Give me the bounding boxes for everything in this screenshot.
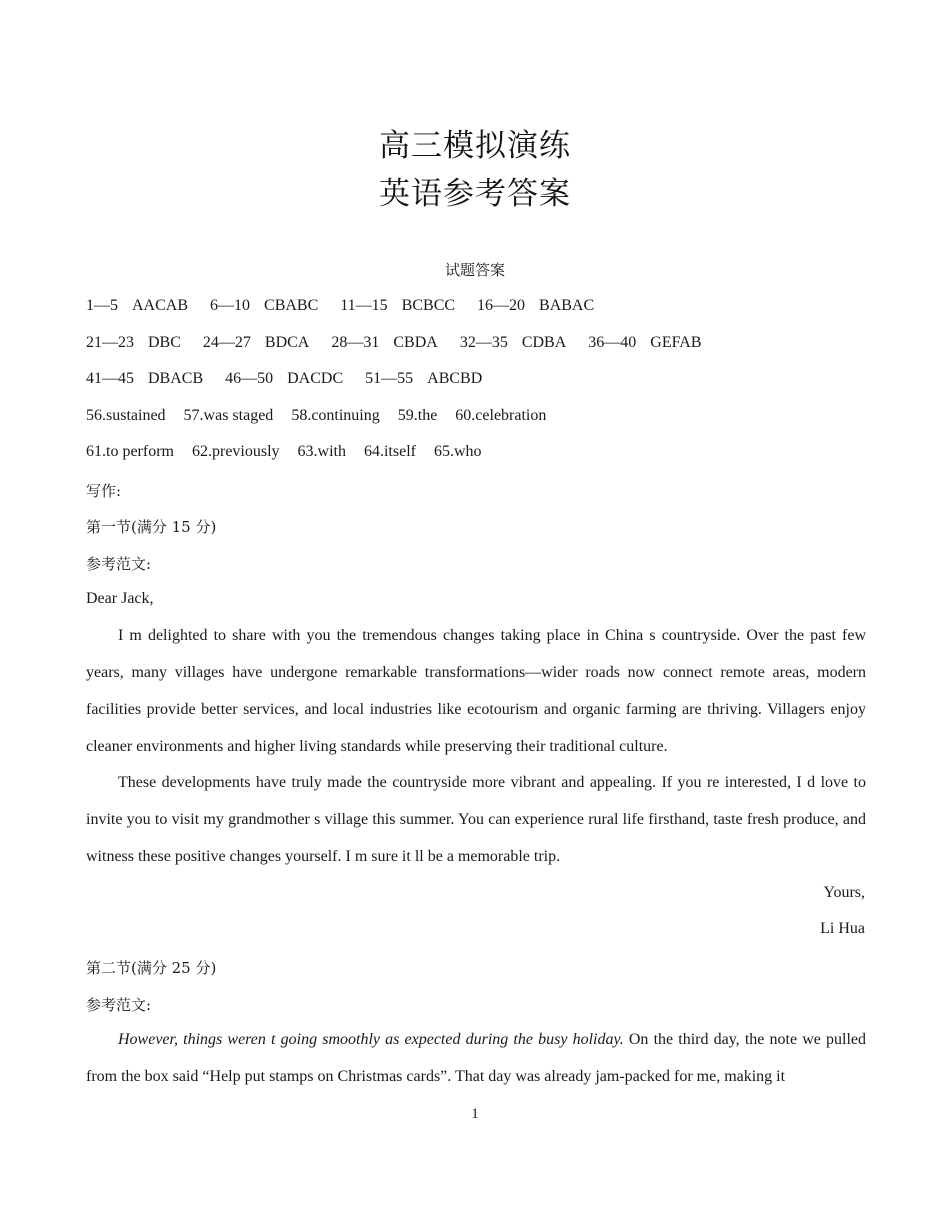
answer-group: CBABC xyxy=(264,297,319,314)
answer-range: 24—27 xyxy=(202,334,251,351)
answer-range: 21—23 xyxy=(86,334,134,351)
document-title-line2: 英语参考答案 xyxy=(379,176,571,212)
answer-group: CBDA xyxy=(393,334,438,351)
continuation-opening-sentence: However, things weren t going smoothly as expected during the busy holiday. xyxy=(118,1031,624,1048)
fill-in-answer: 59.the xyxy=(397,407,438,424)
fill-in-row-2 xyxy=(86,443,496,461)
part2-sample-label: 参考范文: xyxy=(86,996,152,1014)
answer-range: 36—40 xyxy=(588,334,637,351)
fill-in-answer: 64.itself xyxy=(363,443,416,460)
answer-range: 28—31 xyxy=(331,334,380,351)
fill-in-answer: 57.was staged xyxy=(183,407,274,424)
answer-row-2 xyxy=(86,334,720,352)
answer-group: DACDC xyxy=(287,370,344,387)
fill-in-answer: 65.who xyxy=(433,443,482,460)
answer-group: DBC xyxy=(148,334,181,351)
answer-row-3 xyxy=(86,370,500,388)
letter-greeting: Dear Jack, xyxy=(86,590,154,607)
answer-group: ABCBD xyxy=(427,370,483,387)
fill-in-answer: 63.with xyxy=(297,443,346,460)
answer-group: DBACB xyxy=(148,370,204,387)
answer-row-1 xyxy=(86,297,612,315)
letter-closing: Yours, xyxy=(823,884,865,901)
answer-group: CDBA xyxy=(521,334,567,351)
fill-in-row-1 xyxy=(86,407,560,425)
answer-range: 51—55 xyxy=(365,370,414,387)
letter-paragraph-1: I m delighted to share with you the tremendous changes taking place in China s countryside. Over the past few years, many villages have undergone remarkable transformations—wider roads now connect remote areas, modern facilities provide better services, and local industries like ecotourism and organic farming are thriving. Villagers enjoy cleaner environments and higher living standards while preserving their traditional culture. xyxy=(86,627,866,755)
fill-in-answer: 62.previously xyxy=(191,443,280,460)
answer-range: 46—50 xyxy=(225,370,274,387)
answer-group: BABAC xyxy=(539,297,595,314)
document-title-line1: 高三模拟演练 xyxy=(379,128,571,164)
section-label-answers: 试题答案 xyxy=(444,261,505,279)
part2-heading: 第二节(满分 25 分) xyxy=(86,959,217,977)
letter-paragraph-2: These developments have truly made the countryside more vibrant and appealing. If you re interested, I d love to invite you to visit my grandmother s village this summer. You can experience rural life firsthand, taste fresh produce, and witness these positive changes yourself. I m sure it ll be a memorable trip. xyxy=(86,774,866,865)
answer-group: AACAB xyxy=(132,297,189,314)
part1-heading: 第一节(满分 15 分) xyxy=(86,518,217,536)
answer-range: 1—5 xyxy=(86,297,118,314)
continuation-paragraph xyxy=(86,1021,866,1095)
answer-group: BDCA xyxy=(264,334,310,351)
page-number: 1 xyxy=(471,1106,479,1122)
fill-in-answer: 61.to perform xyxy=(86,443,174,460)
part1-sample-label: 参考范文: xyxy=(86,555,152,573)
answer-range: 6—10 xyxy=(210,297,251,314)
letter-signature: Li Hua xyxy=(820,920,865,937)
answer-range: 11—15 xyxy=(340,297,388,314)
fill-in-answer: 60.celebration xyxy=(455,407,547,424)
writing-label: 写作: xyxy=(86,482,122,500)
fill-in-answer: 56.sustained xyxy=(86,407,166,424)
answer-range: 16—20 xyxy=(477,297,526,314)
answer-range: 41—45 xyxy=(86,370,134,387)
answer-group: BCBCC xyxy=(401,297,456,314)
continuation-text: On the third day, the note we pulled from the box said “Help put stamps on Christmas cards”. That day was already jam-packed for me, making it xyxy=(86,1031,867,1085)
answer-range: 32—35 xyxy=(459,334,508,351)
answer-group: GEFAB xyxy=(650,334,702,351)
fill-in-answer: 58.continuing xyxy=(291,407,380,424)
